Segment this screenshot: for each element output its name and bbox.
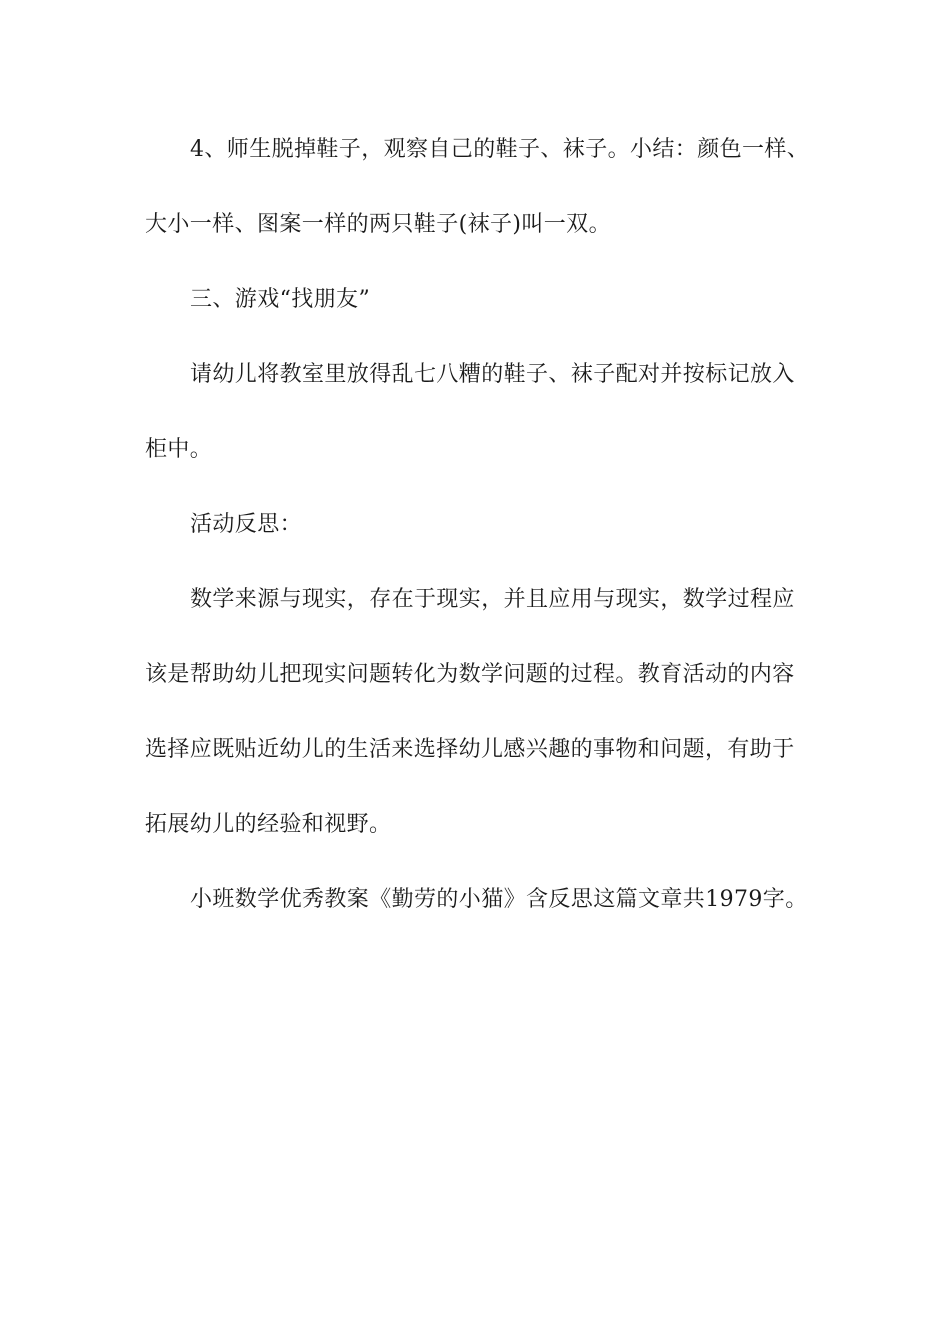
section-heading: 三、游戏“找朋友” xyxy=(190,287,371,312)
paragraph-line: 大小一样、图案一样的两只鞋子(袜子)叫一双。 xyxy=(145,212,611,237)
paragraph-line: 请幼儿将教室里放得乱七八糟的鞋子、袜子配对并按标记放入 xyxy=(190,362,795,387)
paragraph-line: 数学来源与现实，存在于现实，并且应用与现实，数学过程应 xyxy=(190,587,795,612)
paragraph-line: 拓展幼儿的经验和视野。 xyxy=(145,812,392,837)
paragraph-line: 该是帮助幼儿把现实问题转化为数学问题的过程。教育活动的内容 xyxy=(145,662,795,687)
section-heading: 活动反思： xyxy=(190,512,303,537)
paragraph-line: 柜中。 xyxy=(145,437,213,462)
paragraph-line: 4、师生脱掉鞋子，观察自己的鞋子、袜子。小结：颜色一样、 xyxy=(190,137,810,162)
closing-note: 小班数学优秀教案《勤劳的小猫》含反思这篇文章共1979字。 xyxy=(190,887,808,912)
paragraph-line: 选择应既贴近幼儿的生活来选择幼儿感兴趣的事物和问题，有助于 xyxy=(145,737,795,762)
